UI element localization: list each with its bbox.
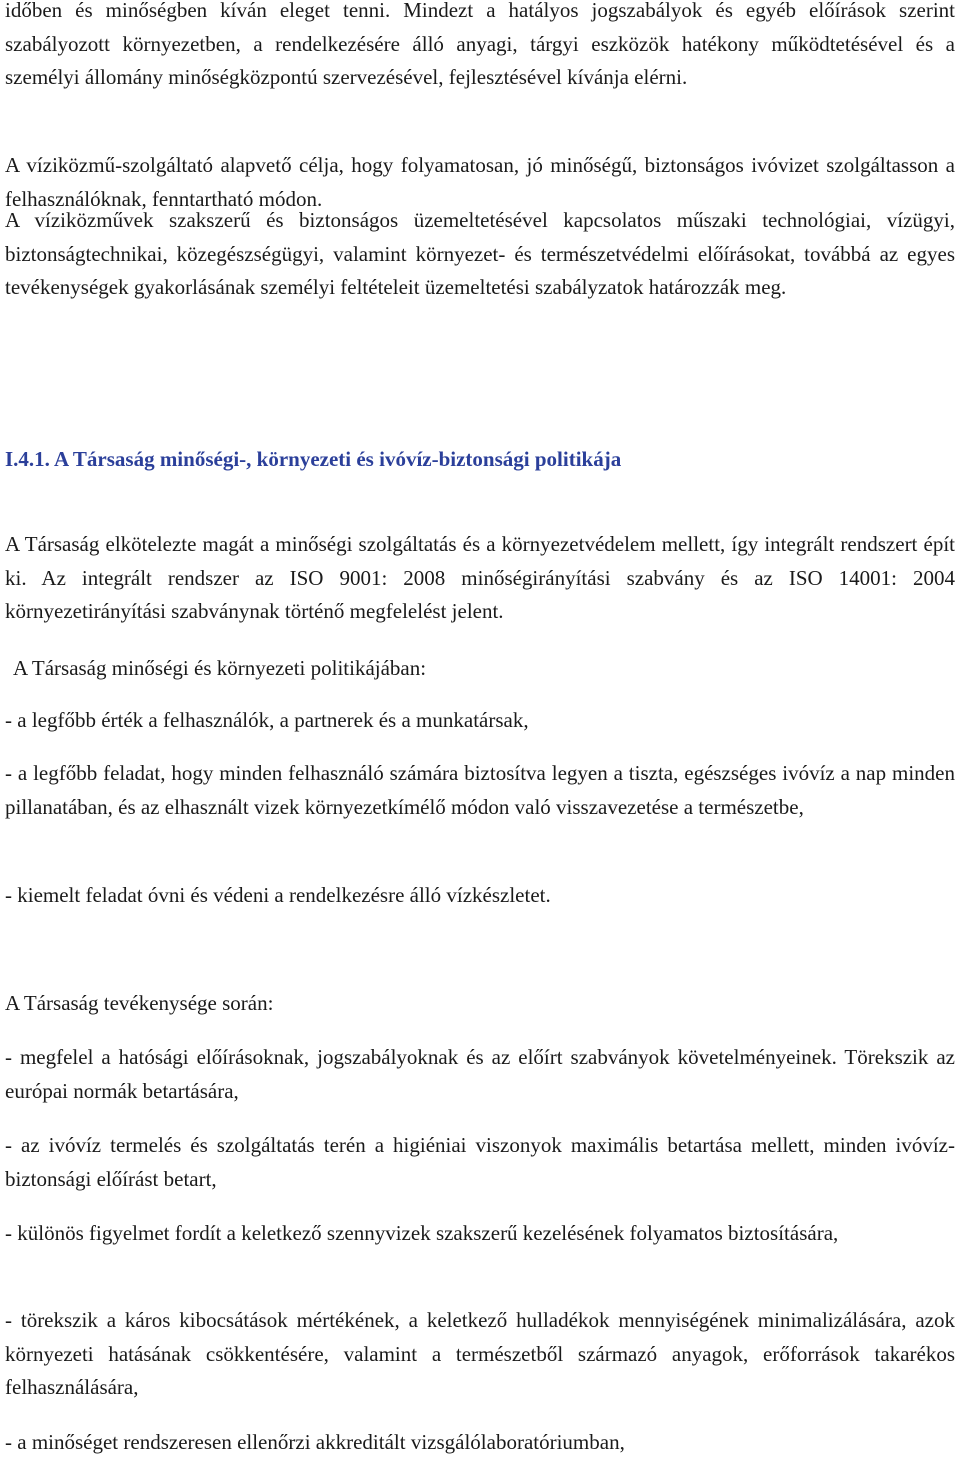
policy-title: A Társaság minőségi és környezeti politikájában: [13, 656, 427, 680]
activity-item: - megfelel a hatósági előírásoknak, jogszabályoknak és az előírt szabványok követelményeinek. Törekszik az európai normák betartására, [5, 1045, 955, 1103]
policy-item: - a legfőbb feladat, hogy minden felhasználó számára biztosítva legyen a tiszta, egészséges ivóvíz a nap minden pillanatában, és az elhasznált vizek környezetkímélő módon való visszavezetése a természetbe, [5, 761, 955, 819]
paragraph-intro-continuation: időben és minőségben kíván eleget tenni. Mindezt a hatályos jogszabályok és egyéb előírások szerint szabályozott környezetben, a rendelkezésére álló anyagi, tárgyi eszközök hatékony működtetésével és a személyi állomány minőségközpontú szervezésével, fejlesztésével kívánja elérni. [5, 0, 955, 90]
policy-item: - a legfőbb érték a felhasználók, a partnerek és a munkatársak, [5, 708, 529, 732]
policy-item: - kiemelt feladat óvni és védeni a rendelkezésre álló vízkészletet. [5, 883, 551, 907]
activity-item: - a minőséget rendszeresen ellenőrzi akkreditált vizsgálólaboratóriumban, [5, 1430, 625, 1454]
activity-item: - törekszik a káros kibocsátások mértékének, a keletkező hulladékok mennyiségének minimalizálására, azok környezeti hatásának csökkentésére, valamint a természetből származó anyagok, erőforrások takarékos felhasználására, [5, 1308, 955, 1400]
paragraph-service-goal: A víziközmű-szolgáltató alapvető célja, hogy folyamatosan, jó minőségű, biztonságos ivóvizet szolgáltasson a felhasználóknak, fenntartható módon. [5, 153, 955, 211]
activity-item: - különös figyelmet fordít a keletkező szennyvizek szakszerű kezelésének folyamatos biztosítására, [5, 1221, 839, 1245]
paragraph-integrated-system: A Társaság elkötelezte magát a minőségi szolgáltatás és a környezetvédelem mellett, így integrált rendszert épít ki. Az integrált rendszer az ISO 9001: 2008 minőségirányítási szabvány és az ISO 14001: 2004 környezetirányítási szabványnak történő megfelelést jelent. [5, 532, 955, 624]
activity-item: - az ivóvíz termelés és szolgáltatás terén a higiéniai viszonyok maximális betartása mellett, minden ivóvíz-biztonsági előírást betart, [5, 1133, 955, 1191]
activity-title: A Társaság tevékenysége során: [5, 991, 274, 1015]
paragraph-operation-rules: A víziközművek szakszerű és biztonságos üzemeltetésével kapcsolatos műszaki technológiai, vízügyi, biztonságtechnikai, közegészségügyi, valamint környezet- és természetvédelmi előírásokat, továbbá az egyes tevékenységek gyakorlásának személyi feltételeit üzemeltetési szabályzatok határozzák meg. [5, 208, 955, 300]
section-heading: I.4.1. A Társaság minőségi-, környezeti és ivóvíz-biztonsági politikája [5, 447, 622, 471]
